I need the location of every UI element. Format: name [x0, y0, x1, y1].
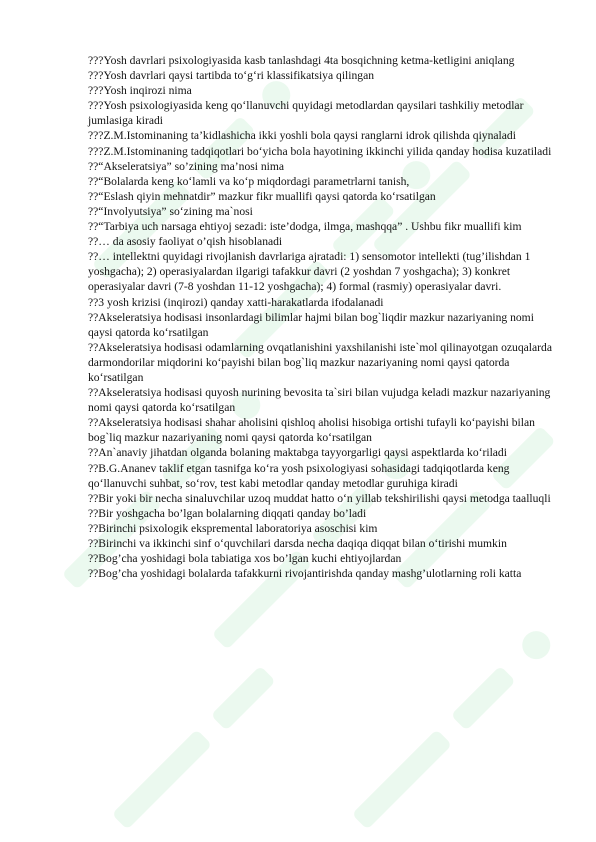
- question-line: ??An`anaviy jihatdan olganda bolaning maktabga tayyorgarligi qaysi aspektlarda ko‘riladi: [88, 446, 507, 460]
- question-line: ??Bog’cha yoshidagi bola tabiatiga xos bo’lgan kuchi ehtiyojlardan: [88, 552, 402, 566]
- question-line: ??Akseleratsiya hodisasi shahar aholisini qishloq aholisi hisobiga ortishi tufayli ko‘payishi bilan bog`liq mazkur nazariyaning nomi qaysi qatorda ko‘rsatilgan: [88, 416, 535, 445]
- question-line: ??“Involyutsiya” so‘zining ma`nosi: [88, 204, 253, 218]
- question-line: ???Z.M.Istominaning ta’kidlashicha ikki yoshli bola qaysi ranglarni idrok qilishda qiynaladi: [88, 129, 516, 143]
- question-line: ???Yosh davrlari qaysi tartibda to‘g‘ri klassifikatsiya qilingan: [88, 69, 375, 83]
- question-line: ???Yosh psixologiyasida keng qo‘llanuvchi quyidagi metodlardan qaysilari tashkiliy metodlar jumlasiga kiradi: [88, 99, 524, 128]
- question-line: ??Bir yoki bir necha sinaluvchilar uzoq muddat hatto o‘n yillab tekshirilishi qaysi metodga taalluqli: [88, 491, 551, 505]
- question-line: ??Akseleratsiya hodisasi quyosh nurining bevosita ta`siri bilan vujudga keladi mazkur nazariyaning nomi qaysi qatorda ko‘rsatilgan: [88, 386, 551, 415]
- question-line: ??… intellektni quyidagi rivojlanish davrlariga ajratadi: 1) sensomotor intellekti (tug’ilishdan 1 yoshgacha); 2) operasiyalardan ilgarigi tafakkur davri (2 yoshdan 7 yoshgacha); 3) konkret operasiyalar davri (7-8 yoshdan 11-12 yoshgacha); 4) formal (rasmiy) operasiyalar davri.: [88, 250, 531, 294]
- question-list: [88, 53, 560, 581]
- question-line: ???Yosh davrlari psixologiyasida kasb tanlashdagi 4ta bosqichning ketma-ketligini aniqlang: [88, 54, 515, 67]
- question-line: ??“Bolalarda keng ko‘lamli va ko‘p miqdordagi parametrlarni tanish,: [88, 174, 410, 188]
- question-line: ??… da asosiy faoliyat o’qish hisoblanadi: [88, 235, 283, 249]
- question-line: ???Yosh inqirozi nima: [88, 84, 192, 98]
- question-line: ??B.G.Ananev taklif etgan tasnifga ko‘ra yosh psixologiyasi sohasidagi tadqiqotlarda keng qo‘llanuvchi suhbat, so‘rov, test kabi metodlar qanday metodlar guruhiga kiradi: [88, 461, 510, 490]
- question-line: ??Birinchi va ikkinchi sinf o‘quvchilari darsda necha daqiqa diqqat bilan o‘tirishi mumkin: [88, 537, 507, 550]
- question-line: ??Bog’cha yoshidagi bolalarda tafakkurni rivojantirishda qanday mashg’ulotlarning roli katta: [88, 567, 522, 581]
- question-line: ??3 yosh krizisi (inqirozi) qanday xatti-harakatlarda ifodalanadi: [88, 295, 384, 309]
- question-line: ??“Tarbiya uch narsaga ehtiyoj sezadi: iste’dodga, ilmga, mashqqa” . Ushbu fikr muallifi kim: [88, 220, 522, 234]
- question-line: ???Z.M.Istominaning tadqiqotlari bo‘yicha bola hayotining ikkinchi yilida qanday hodisa kuzatiladi: [88, 144, 552, 158]
- question-line: ??“Akseleratsiya” so’zining ma’nosi nima: [88, 159, 285, 173]
- question-line: ??Bir yoshgacha bo’lgan bolalarning diqqati qanday bo’ladi: [88, 506, 367, 520]
- question-line: ??“Eslash qiyin mehnatdir” mazkur fikr muallifi qaysi qatorda ko‘rsatilgan: [88, 189, 436, 203]
- question-line: ??Akseleratsiya hodisasi odamlarning ovqatlanishini yaxshilanishi iste`mol qilinayotgan ozuqalarda darmondorilar miqdorini ko‘payishi bilan bog`liq mazkur nazariyaning nomi qaysi qatorda ko‘rsatilgan: [88, 340, 552, 384]
- question-line: ??Akseleratsiya hodisasi insonlardagi bilimlar hajmi bilan bog`liqdir mazkur nazariyaning nomi qaysi qatorda ko‘rsatilgan: [88, 310, 534, 339]
- question-line: ??Birinchi psixologik ekspremental laboratoriya asoschisi kim: [88, 521, 378, 535]
